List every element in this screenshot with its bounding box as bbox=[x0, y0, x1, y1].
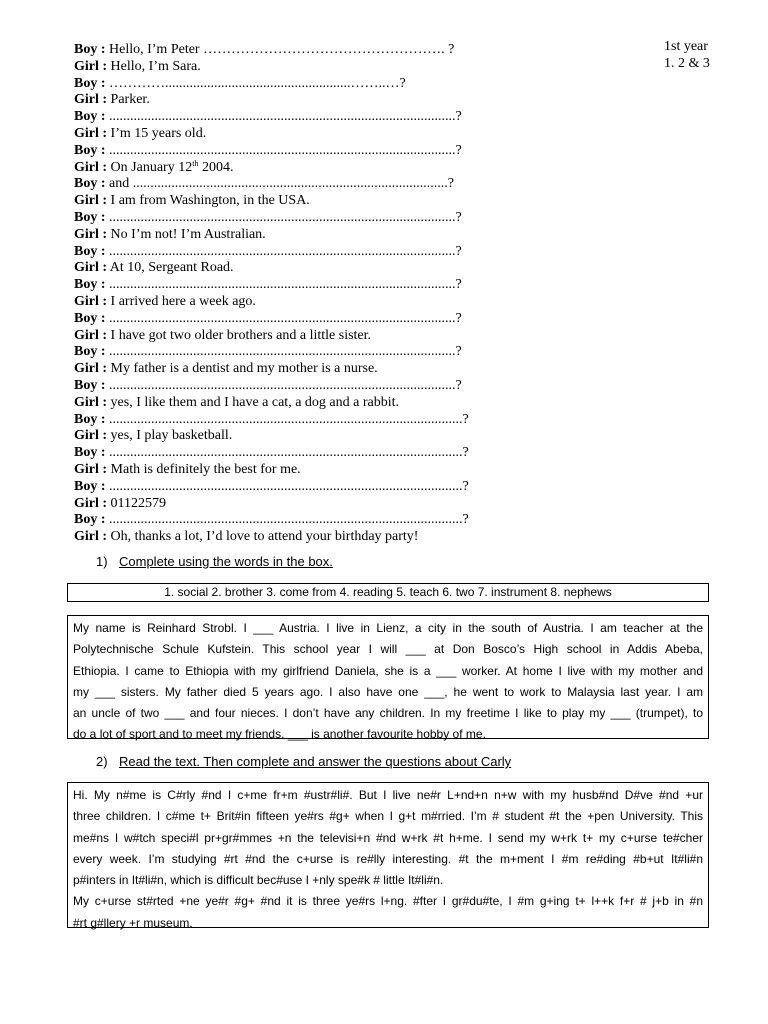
dialogue-text: I arrived here a week ago. bbox=[107, 293, 256, 309]
dialogue-text: .....................................................................................................? bbox=[105, 445, 469, 461]
speaker-label: Boy : bbox=[74, 42, 106, 57]
exercise-1-heading bbox=[96, 554, 333, 570]
speaker-label: Boy : bbox=[74, 411, 106, 427]
dialogue-line bbox=[74, 361, 524, 378]
dialogue-text: Oh, thanks a lot, I’d love to attend your birthday party! bbox=[107, 529, 419, 545]
speaker-label: Girl : bbox=[74, 159, 108, 175]
speaker-label: Girl : bbox=[74, 394, 108, 410]
speaker-label: Girl : bbox=[74, 461, 108, 477]
dialogue-line bbox=[74, 76, 524, 93]
text-line: My name is Reinhard Strobl. I ___ Austria. I live in Lienz, a city in the south of Austria. I am teacher at the bbox=[73, 621, 703, 635]
dialogue-text: At 10, Sergeant Road. bbox=[107, 260, 234, 276]
speaker-label: Girl : bbox=[74, 495, 108, 511]
dialogue-line bbox=[74, 210, 524, 227]
dialogue-text: ...................................................................................................? bbox=[105, 142, 462, 158]
dialogue-line bbox=[74, 378, 524, 395]
dialogue-line bbox=[74, 344, 524, 361]
dialogue-line bbox=[74, 496, 524, 513]
dialogue-line bbox=[74, 294, 524, 311]
year-label: 1st year bbox=[664, 39, 708, 54]
dialogue-line bbox=[74, 412, 524, 429]
dialogue-line bbox=[74, 193, 524, 210]
speaker-label: Girl : bbox=[74, 193, 108, 209]
speaker-label: Girl : bbox=[74, 293, 108, 309]
dialogue-text: Hello, I’m Peter ……………………………………………. ? bbox=[105, 42, 455, 57]
dialogue-text: ...................................................................................................? bbox=[105, 209, 462, 225]
dialogue-text: I’m 15 years old. bbox=[107, 125, 207, 141]
speaker-label: Boy : bbox=[74, 445, 106, 461]
dialogue-text: No I’m not! I’m Australian. bbox=[107, 226, 266, 242]
dialogue-line bbox=[74, 328, 524, 345]
ordinal-suffix: th bbox=[192, 158, 199, 168]
speaker-label: Girl : bbox=[74, 327, 108, 343]
speaker-label: Boy : bbox=[74, 478, 106, 494]
dialogue-text: and ..........................................................................................? bbox=[105, 176, 454, 192]
text-line: an uncle of two ___ and four nieces. I don’t have any children. In my freetime I like to play my ___ (trumpet), to bbox=[73, 706, 703, 721]
dialogue-line bbox=[74, 244, 524, 261]
text-line: Polytechnische Schule Kufstein. This school year I will ___ at Don Bosco’s High school in Addis Abeba, bbox=[73, 642, 703, 657]
text-line: three children. I c#me t+ Brit#in fifteen ye#rs #g+ when I g+t m#rried. I’m # student #t the +pen University. This bbox=[73, 809, 703, 824]
dialogue-text: I am from Washington, in the USA. bbox=[107, 193, 310, 209]
text-line: #rt g#llery +r museum. bbox=[73, 915, 193, 930]
dialogue-line bbox=[74, 479, 524, 496]
speaker-label: Girl : bbox=[74, 125, 108, 141]
dialogue-line bbox=[74, 176, 524, 193]
speaker-label: Boy : bbox=[74, 209, 106, 225]
dialogue-line bbox=[74, 160, 524, 177]
dialogue-text-after: 2004. bbox=[198, 159, 234, 175]
speaker-label: Girl : bbox=[74, 92, 108, 108]
dialogue-text: ...................................................................................................? bbox=[105, 243, 462, 259]
dialogue-line bbox=[74, 59, 524, 76]
dialogue-text: ...................................................................................................? bbox=[105, 277, 462, 293]
dialogue-text: Parker. bbox=[107, 92, 150, 108]
dialogue-text: I have got two older brothers and a little sister. bbox=[107, 327, 372, 343]
dialogue-text: My father is a dentist and my mother is a nurse. bbox=[107, 361, 378, 377]
dialogue-line bbox=[74, 227, 524, 244]
exercise-1-text-box bbox=[67, 615, 709, 742]
dialogue-line bbox=[74, 92, 524, 109]
dialogue-line bbox=[74, 512, 524, 529]
dialogue-text: ………….....................................................……..…? bbox=[105, 75, 406, 91]
dialogue-line bbox=[74, 395, 524, 412]
class-info bbox=[664, 38, 710, 72]
dialogue-line bbox=[74, 109, 524, 126]
speaker-label: Boy : bbox=[74, 75, 106, 91]
text-line: do a lot of sport and to meet my friends. ___ is another favourite hobby of me. bbox=[73, 727, 486, 742]
dialogue-text: yes, I play basketball. bbox=[107, 428, 233, 444]
speaker-label: Boy : bbox=[74, 176, 106, 192]
speaker-label: Boy : bbox=[74, 277, 106, 293]
speaker-label: Girl : bbox=[74, 361, 108, 377]
dialogue-text: ...................................................................................................? bbox=[105, 344, 462, 360]
dialogue-text: yes, I like them and I have a cat, a dog and a rabbit. bbox=[107, 394, 399, 410]
speaker-label: Boy : bbox=[74, 142, 106, 158]
text-line: Ethiopia. I came to Ethiopia with my girlfriend Daniela, she is a ___ worker. At home I live with my mother and bbox=[73, 663, 703, 678]
speaker-label: Boy : bbox=[74, 243, 106, 259]
dialogue-text: On January 12 bbox=[107, 159, 193, 175]
dialogue-line bbox=[74, 277, 524, 294]
dialogue-line bbox=[74, 462, 524, 479]
speaker-label: Boy : bbox=[74, 512, 106, 528]
speaker-label: Girl : bbox=[74, 529, 108, 545]
dialogue-text: .....................................................................................................? bbox=[105, 512, 469, 528]
exercise-2-text-box bbox=[67, 782, 709, 928]
dialogue-text: .....................................................................................................? bbox=[105, 478, 469, 494]
dialogue-text: .....................................................................................................? bbox=[105, 411, 469, 427]
text-line: Hi. My n#me is C#rly #nd I c+me fr+m #ustr#li#. But I live ne#r L+nd+n n+w with my husb#nd D#ve #nd +ur bbox=[73, 788, 703, 802]
text-line: every week. I’m studying #rt #nd the c+urse is re#lly interesting. #t the m+ment I #m re#ding #b+ut It#li#n bbox=[73, 851, 703, 866]
dialogue-text: 01122579 bbox=[107, 495, 167, 511]
text-line: my ___ sisters. My father died 5 years ago. I also have one ___, he went to work to Malaysia last year. I am bbox=[73, 684, 703, 699]
speaker-label: Girl : bbox=[74, 58, 108, 74]
speaker-label: Girl : bbox=[74, 428, 108, 444]
text-line: me#ns I w#tch speci#l pr+gr#mmes +n the televisi+n #nd w+rk #t h+me. I send my w+rk t+ my c+urse te#cher bbox=[73, 830, 703, 845]
exercise-2-heading bbox=[96, 754, 511, 770]
dialogue-line bbox=[74, 428, 524, 445]
dialogue-line bbox=[74, 42, 524, 59]
dialogue-text: ...................................................................................................? bbox=[105, 310, 462, 326]
exercise-2-instruction: Read the text. Then complete and answer the questions about Carly bbox=[119, 754, 512, 769]
dialogue-line bbox=[74, 311, 524, 328]
dialogue-line bbox=[74, 143, 524, 160]
speaker-label: Girl : bbox=[74, 226, 108, 242]
word-box: 1. social 2. brother 3. come from 4. reading 5. teach 6. two 7. instrument 8. nephews bbox=[67, 583, 709, 602]
speaker-label: Boy : bbox=[74, 109, 106, 125]
dialogue-line bbox=[74, 529, 524, 546]
dialogue-text: Hello, I’m Sara. bbox=[107, 58, 201, 74]
classes-label: 1. 2 & 3 bbox=[664, 56, 710, 71]
speaker-label: Girl : bbox=[74, 260, 108, 276]
exercise-1-number: 1) bbox=[96, 554, 108, 569]
speaker-label: Boy : bbox=[74, 377, 106, 393]
dialogue-text: Math is definitely the best for me. bbox=[107, 461, 301, 477]
dialogue-line bbox=[74, 445, 524, 462]
speaker-label: Boy : bbox=[74, 310, 106, 326]
speaker-label: Boy : bbox=[74, 344, 106, 360]
dialogue-line bbox=[74, 260, 524, 277]
dialogue-line bbox=[74, 126, 524, 143]
exercise-2-number: 2) bbox=[96, 754, 108, 769]
dialogue-text: ...................................................................................................? bbox=[105, 377, 462, 393]
text-line: p#inters in It#li#n, which is difficult bec#use I +nly spe#k # little It#li#n. bbox=[73, 873, 444, 888]
exercise-1-instruction: Complete using the words in the box. bbox=[119, 554, 333, 569]
dialogue-exercise bbox=[74, 42, 524, 546]
dialogue-text: ...................................................................................................? bbox=[105, 109, 462, 125]
text-line: My c+urse st#rted +ne ye#r #g+ #nd it is three ye#rs l+ng. #fter I gr#du#te, I #m g+ing t+ l++k f+r # j+b in #n bbox=[73, 894, 703, 909]
